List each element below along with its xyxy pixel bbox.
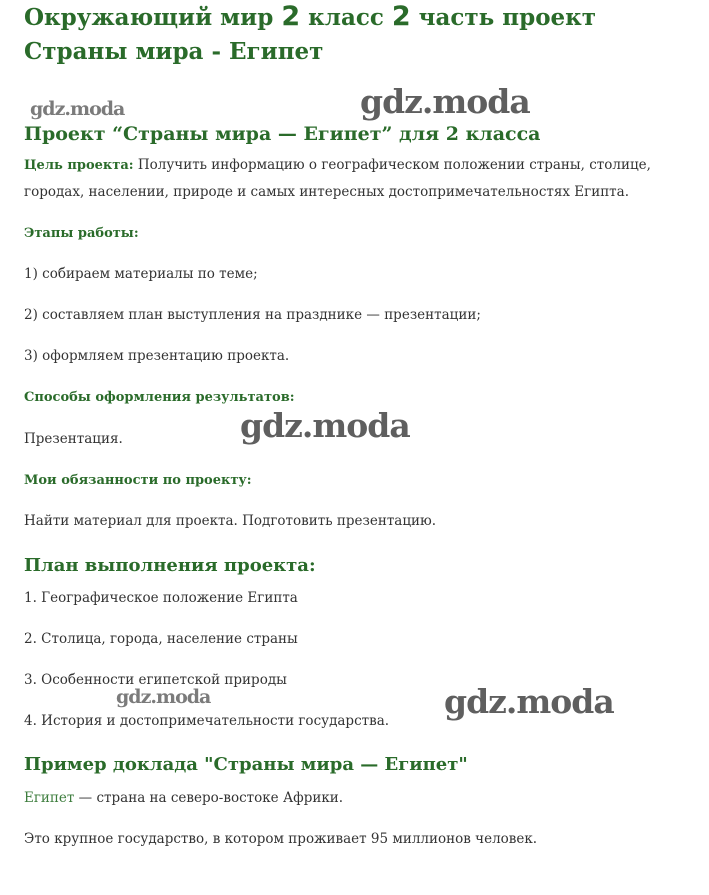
project-heading: Проект “Страны мира — Египет” для 2 класса — [24, 123, 541, 145]
list-item: 3) оформляем презентацию проекта. — [24, 348, 290, 364]
watermark: gdz.moda — [116, 686, 211, 708]
duties-label: Мои обязанности по проекту: — [24, 473, 252, 488]
list-item: 2. Столица, города, население страны — [24, 631, 298, 647]
project-goal — [24, 152, 694, 206]
plan-heading: План выполнения проекта: — [24, 555, 316, 576]
goal-label: Цель проекта: — [24, 158, 134, 173]
stages-label: Этапы работы: — [24, 226, 139, 241]
page-title — [24, 0, 694, 69]
list-item: 3. Особенности египетской природы — [24, 672, 287, 688]
watermark: gdz.moda — [240, 406, 410, 445]
title-part-number: 2 — [391, 1, 411, 32]
watermark: gdz.moda — [360, 82, 530, 121]
results-label: Способы оформления результатов: — [24, 390, 295, 405]
watermark: gdz.moda — [444, 682, 614, 721]
results-text: Презентация. — [24, 431, 123, 447]
title-part-2: класс — [300, 4, 392, 31]
report-paragraph-2: Это крупное государство, в котором проживает 95 миллионов человек. — [24, 831, 538, 847]
title-part-1: Окружающий мир — [24, 4, 282, 31]
report-heading: Пример доклада "Страны мира — Египет" — [24, 754, 468, 775]
duties-text: Найти материал для проекта. Подготовить презентацию. — [24, 513, 437, 529]
egypt-word: Египет — [24, 790, 75, 806]
list-item: 1) собираем материалы по теме; — [24, 266, 258, 282]
title-grade-number: 2 — [281, 1, 301, 32]
watermark: gdz.moda — [30, 98, 125, 120]
list-item: 2) составляем план выступления на празднике — презентации; — [24, 307, 481, 323]
goal-text: Получить информацию о географическом положении страны, столице, городах, населении, природе и самых интересных достопримечательностях Египта. — [24, 157, 651, 200]
title-part-3: часть проект Страны мира - Египет — [24, 4, 597, 65]
list-item: 4. История и достопримечательности государства. — [24, 713, 390, 729]
report-paragraph-1 — [24, 785, 343, 812]
report-p1-rest: — страна на северо-востоке Африки. — [74, 790, 344, 806]
list-item: 1. Географическое положение Египта — [24, 590, 298, 606]
